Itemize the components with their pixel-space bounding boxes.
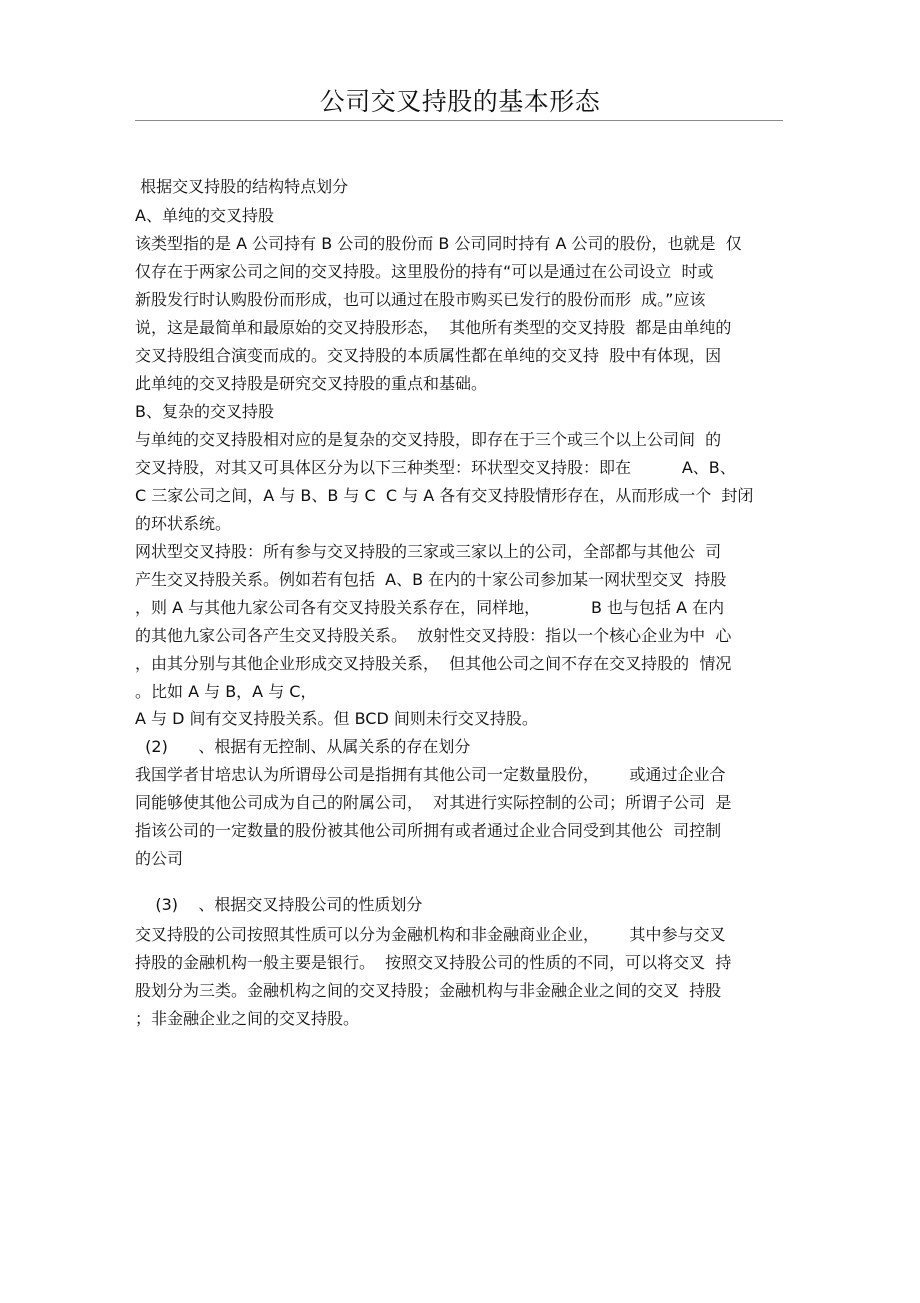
body-line: 说，这是最简单和最原始的交叉持股形态， 其他所有类型的交叉持股 都是由单纯的 (135, 318, 732, 337)
body-line: 的环状系统。 (135, 514, 232, 533)
section-heading: 根据交叉持股的结构特点划分 (135, 177, 349, 196)
body-line: 的其他九家公司各产生交叉持股关系。 放射性交叉持股：指以一个核心企业为中 心 (135, 626, 732, 645)
body-line: 持股的金融机构一般主要是银行。 按照交叉持股公司的性质的不同，可以将交叉 持 (135, 953, 732, 972)
body-line: 仅存在于两家公司之间的交叉持股。这里股份的持有“可以是通过在公司设立 时或 (135, 262, 714, 281)
body-line: 交叉持股组合演变而成的。交叉持股的本质属性都在单纯的交叉持 股中有体现，因 (135, 346, 722, 365)
body-line: ，则 A 与其他九家公司各有交叉持股关系存在，同样地， B 也与包括 A 在内 (135, 598, 725, 617)
body-line: 。比如 A 与 B，A 与 C， (135, 682, 317, 701)
page-title: 公司交叉持股的基本形态 (319, 87, 601, 116)
body-line: 新股发行时认购股份而形成，也可以通过在股市购买已发行的股份而形 成。”应该 (135, 290, 706, 309)
body-line: 与单纯的交叉持股相对应的是复杂的交叉持股，即存在于三个或三个以上公司间 的 (135, 430, 722, 449)
body-line: ，由其分别与其他企业形成交叉持股关系， 但其他公司之间不存在交叉持股的 情况 (135, 654, 732, 673)
body-line: 的公司 (135, 849, 184, 868)
body-line: 交叉持股的公司按照其性质可以分为金融机构和非金融商业企业， 其中参与交叉 (135, 925, 726, 944)
body-line: 交叉持股，对其又可具体区分为以下三种类型：环状型交叉持股：即在 A、B、 (135, 458, 736, 477)
body-line: ；非金融企业之间的交叉持股。 (135, 1009, 360, 1028)
body-line: 同能够使其他公司成为自己的附属公司， 对其进行实际控制的公司；所谓子公司 是 (135, 793, 732, 812)
subsection-heading-b: B、复杂的交叉持股 (135, 402, 274, 421)
body-line: 我国学者甘培忠认为所谓母公司是指拥有其他公司一定数量股份， 或通过企业合 (135, 765, 726, 784)
body-line: 产生交叉持股关系。例如若有包括 A、B 在内的十家公司参加某一网状型交叉 持股 (135, 570, 727, 589)
body-line: 股划分为三类。金融机构之间的交叉持股；金融机构与非金融企业之间的交叉 持股 (135, 981, 722, 1000)
title-divider (135, 120, 783, 121)
section-heading-3: (3) 、根据交叉持股公司的性质划分 (135, 895, 423, 914)
section-heading-2: (2) 、根据有无控制、从属关系的存在划分 (135, 737, 471, 756)
body-line: 网状型交叉持股：所有参与交叉持股的三家或三家以上的公司，全部都与其他公 司 (135, 542, 722, 561)
subsection-heading-a: A、单纯的交叉持股 (135, 206, 274, 225)
body-line: 指该公司的一定数量的股份被其他公司所拥有或者通过企业合同受到其他公 司控制 (135, 821, 722, 840)
body-line: 该类型指的是 A 公司持有 B 公司的股份而 B 公司同时持有 A 公司的股份，也就是 仅 (135, 234, 742, 253)
body-line: A 与 D 间有交叉持股关系。但 BCD 间则未行交叉持股。 (135, 709, 538, 728)
body-line: 此单纯的交叉持股是研究交叉持股的重点和基础。 (135, 374, 488, 393)
body-line: C 三家公司之间，A 与 B、B 与 C C 与 A 各有交叉持股情形存在，从而形成一个 封闭 (135, 486, 754, 505)
